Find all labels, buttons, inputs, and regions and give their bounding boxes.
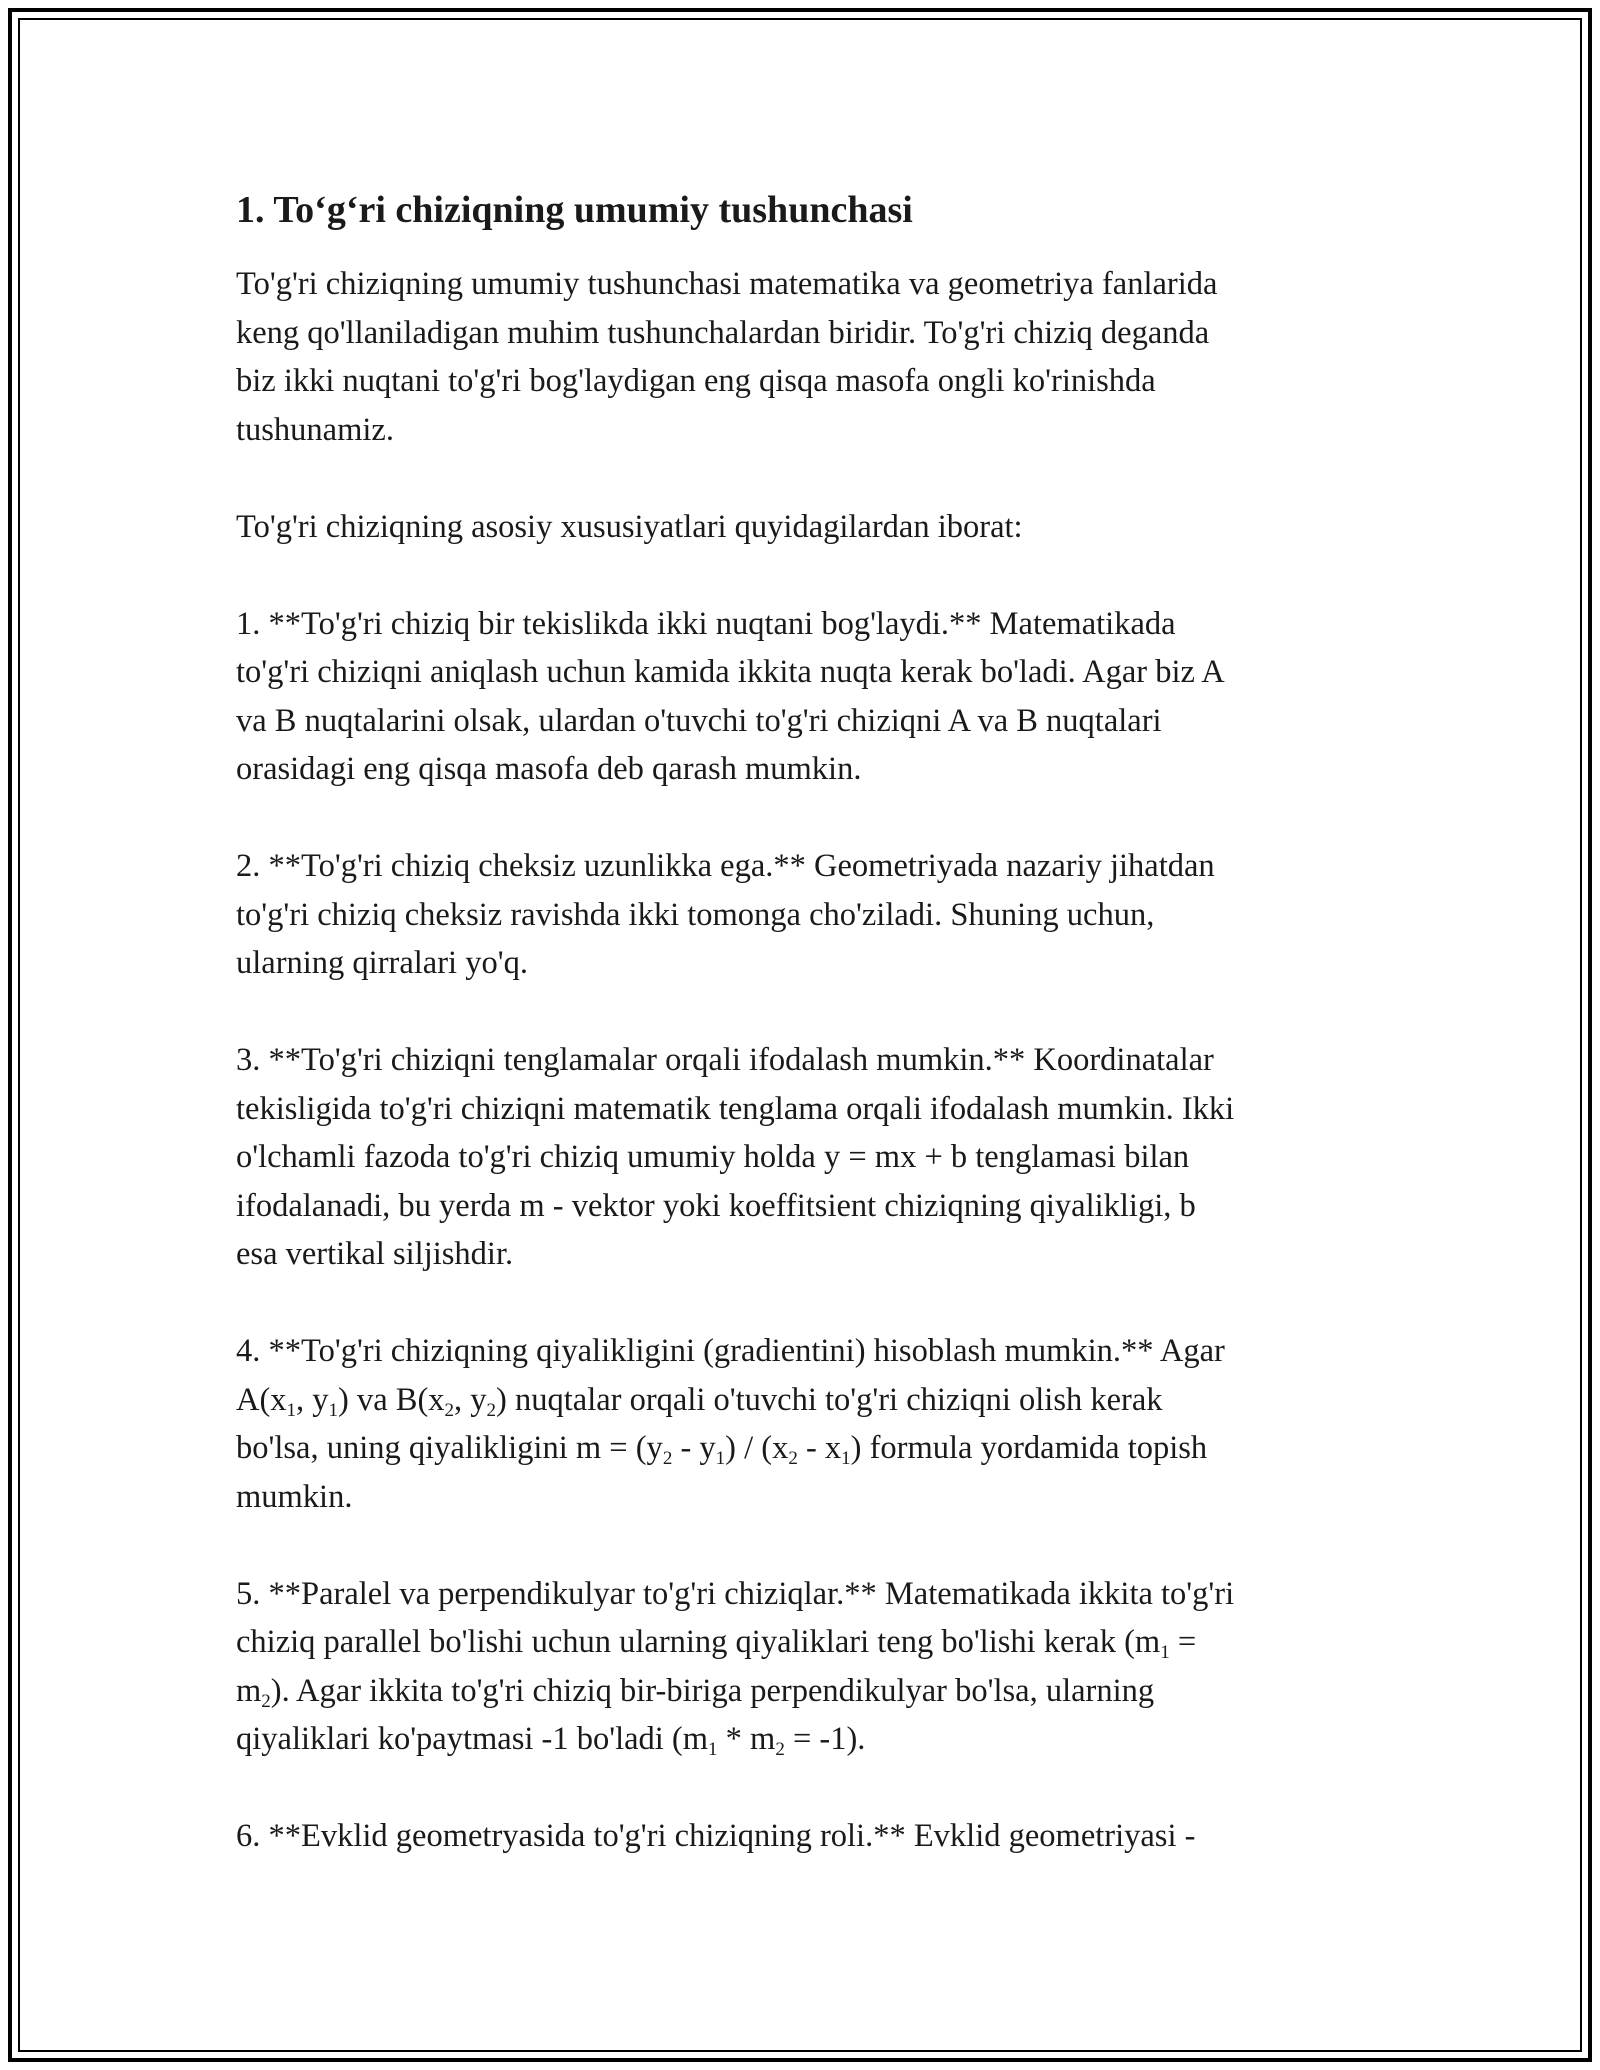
text-line: ularning qirralari yo'q. — [236, 945, 528, 981]
subscript: 1 — [841, 1448, 851, 1469]
text-line: orasidagi eng qisqa masofa deb qarash mumkin. — [236, 751, 862, 787]
text-line — [236, 1376, 1366, 1425]
text-line: 6. **Evklid geometryasida to'g'ri chiziqning roli.** Evklid geometriyasi - — [236, 1818, 1196, 1854]
text-run: ) formula yordamida topish — [850, 1430, 1208, 1466]
section-heading: 1. To‘g‘ri chiziqning umumiy tushunchasi — [236, 189, 913, 231]
text-line: keng qo'llaniladigan muhim tushunchalardan biridir. To'g'ri chiziq deganda — [236, 314, 1210, 351]
text-line: tushunamiz. — [236, 411, 394, 448]
text-run: ) va B(x — [338, 1381, 445, 1418]
text-run: ). Agar ikkita to'g'ri chiziq bir-biriga perpendikulyar bo'lsa, ularning — [270, 1672, 1155, 1709]
list-item-1 — [236, 600, 1366, 794]
list-item-5 — [236, 1570, 1366, 1764]
text-line: 5. **Paralel va perpendikulyar to'g'ri chiziqlar.** Matematikada ikkita to'g'ri — [236, 1575, 1235, 1612]
subscript: 1 — [1160, 1642, 1170, 1663]
text-line — [236, 1667, 1366, 1716]
subscript: 2 — [486, 1399, 497, 1421]
text-run: = -1). — [784, 1721, 866, 1757]
text-line: To'g'ri chiziqning umumiy tushunchasi matematika va geometriya fanlarida — [236, 266, 1218, 302]
text-run: chiziq parallel bo'lishi uchun ularning qiyaliklari teng bo'lishi kerak (m — [236, 1624, 1161, 1660]
document-body — [236, 186, 1366, 1909]
subscript: 2 — [261, 1690, 271, 1712]
text-line: o'lchamli fazoda to'g'ri chiziq umumiy holda y = mx + b tenglamasi bilan — [236, 1139, 1190, 1175]
list-item-2 — [236, 842, 1366, 988]
text-line: va B nuqtalarini olsak, ulardan o'tuvchi to'g'ri chiziqni A va B nuqtalari — [236, 702, 1162, 739]
subscript: 1 — [328, 1399, 339, 1421]
text-run: ) nuqtalar orqali o'tuvchi to'g'ri chiziqni olish kerak — [496, 1381, 1163, 1418]
text-line: biz ikki nuqtani to'g'ri bog'laydigan eng qisqa masofa ongli ko'rinishda — [236, 363, 1156, 399]
text-line: 4. **To'g'ri chiziqning qiyalikligini (gradientini) hisoblash mumkin.** Agar — [236, 1333, 1225, 1369]
properties-intro-paragraph — [236, 503, 1366, 552]
text-line: 2. **To'g'ri chiziq cheksiz uzunlikka ega.** Geometriyada nazariy jihatdan — [236, 848, 1215, 884]
subscript: 1 — [708, 1739, 718, 1760]
text-line: to'g'ri chiziqni aniqlash uchun kamida ikkita nuqta kerak bo'ladi. Agar biz A — [236, 654, 1225, 690]
text-line: ifodalanadi, bu yerda m - vektor yoki koeffitsient chiziqning qiyalikligi, b — [236, 1187, 1196, 1224]
text-run: ) / (x — [725, 1430, 789, 1466]
text-line: esa vertikal siljishdir. — [236, 1236, 514, 1272]
text-run: * m — [717, 1721, 776, 1757]
text-run: - x — [797, 1430, 842, 1466]
subscript: 2 — [444, 1399, 455, 1421]
text-line — [236, 1618, 1366, 1667]
text-run: m — [236, 1672, 262, 1709]
text-run: = — [1169, 1624, 1197, 1660]
text-line: 1. **To'g'ri chiziq bir tekislikda ikki nuqtani bog'laydi.** Matematikada — [236, 605, 1176, 642]
subscript: 1 — [715, 1448, 726, 1469]
text-run: , y — [454, 1381, 487, 1418]
list-item-4 — [236, 1327, 1366, 1521]
text-run: - y — [672, 1430, 716, 1466]
text-run: qiyaliklari ko'paytmasi -1 bo'ladi (m — [236, 1721, 709, 1757]
text-line: tekisligida to'g'ri chiziqni matematik tenglama orqali ifodalash mumkin. Ikki — [236, 1090, 1235, 1127]
subscript: 1 — [286, 1399, 297, 1421]
intro-paragraph — [236, 260, 1366, 454]
text-line: mumkin. — [236, 1478, 353, 1515]
subscript: 2 — [662, 1448, 673, 1469]
list-item-6 — [236, 1812, 1366, 1861]
text-line: 3. **To'g'ri chiziqni tenglamalar orqali ifodalash mumkin.** Koordinatalar — [236, 1042, 1214, 1078]
text-line: to'g'ri chiziq cheksiz ravishda ikki tomonga cho'ziladi. Shuning uchun, — [236, 896, 1155, 933]
text-run: , y — [296, 1381, 329, 1418]
text-line — [236, 1424, 1366, 1473]
subscript: 2 — [775, 1739, 785, 1760]
list-item-3 — [236, 1036, 1366, 1279]
text-line: To'g'ri chiziqning asosiy xususiyatlari quyidagilardan iborat: — [236, 508, 1023, 545]
subscript: 2 — [788, 1448, 798, 1469]
text-run: bo'lsa, uning qiyalikligini m = (y — [236, 1430, 663, 1466]
text-run: A(x — [236, 1381, 287, 1418]
text-line — [236, 1715, 1366, 1764]
